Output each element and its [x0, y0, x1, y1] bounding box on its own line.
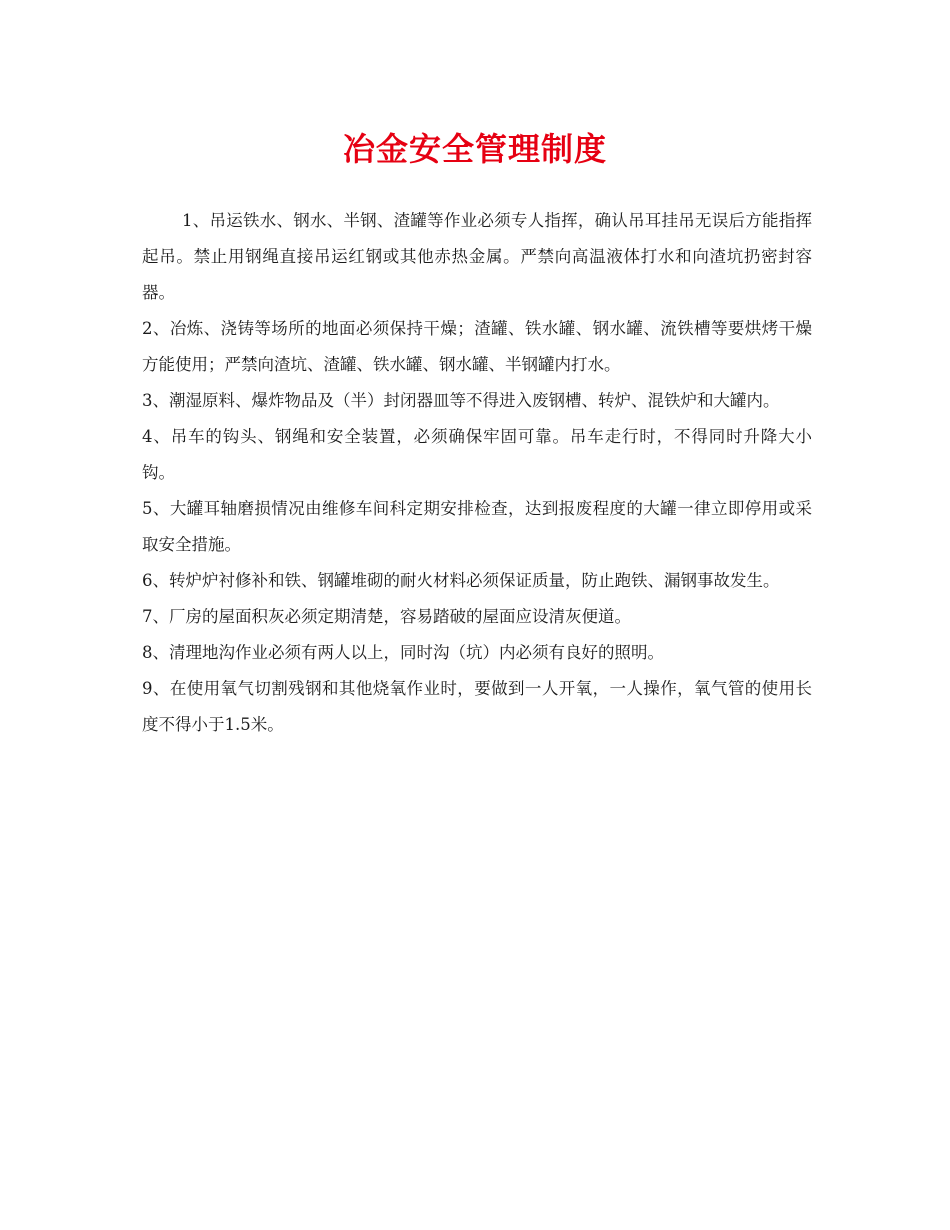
paragraph-item-2: 2、冶炼、浇铸等场所的地面必须保持干燥；渣罐、铁水罐、钢水罐、流铁槽等要烘烤干燥方能使用；严禁向渣坑、渣罐、铁水罐、钢水罐、半钢罐内打水。	[142, 319, 812, 374]
document-title: 冶金安全管理制度	[342, 130, 607, 168]
paragraph-item-6: 6、转炉炉衬修补和铁、钢罐堆砌的耐火材料必须保证质量，防止跑铁、漏钢事故发生。	[142, 571, 780, 590]
paragraph-item-3: 3、潮湿原料、爆炸物品及（半）封闭器皿等不得进入废钢槽、转炉、混铁炉和大罐内。	[142, 391, 780, 410]
paragraph-item-4: 4、吊车的钩头、钢绳和安全装置，必须确保牢固可靠。吊车走行时，不得同时升降大小钩。	[142, 427, 812, 482]
paragraph-item-1: 1、吊运铁水、钢水、半钢、渣罐等作业必须专人指挥，确认吊耳挂吊无误后方能指挥起吊。禁止用钢绳直接吊运红钢或其他赤热金属。严禁向高温液体打水和向渣坑扔密封容器。	[142, 211, 812, 302]
paragraph-item-7: 7、厂房的屋面积灰必须定期清楚，容易踏破的屋面应设清灰便道。	[142, 607, 631, 626]
paragraph-item-5: 5、大罐耳轴磨损情况由维修车间科定期安排检查，达到报废程度的大罐一律立即停用或采取安全措施。	[142, 499, 812, 554]
paragraph-item-9: 9、在使用氧气切割残钢和其他烧氧作业时，要做到一人开氧，一人操作，氧气管的使用长度不得小于1.5米。	[142, 679, 812, 734]
paragraph-item-8: 8、清理地沟作业必须有两人以上，同时沟（坑）内必须有良好的照明。	[142, 643, 664, 662]
document-body	[142, 203, 812, 743]
